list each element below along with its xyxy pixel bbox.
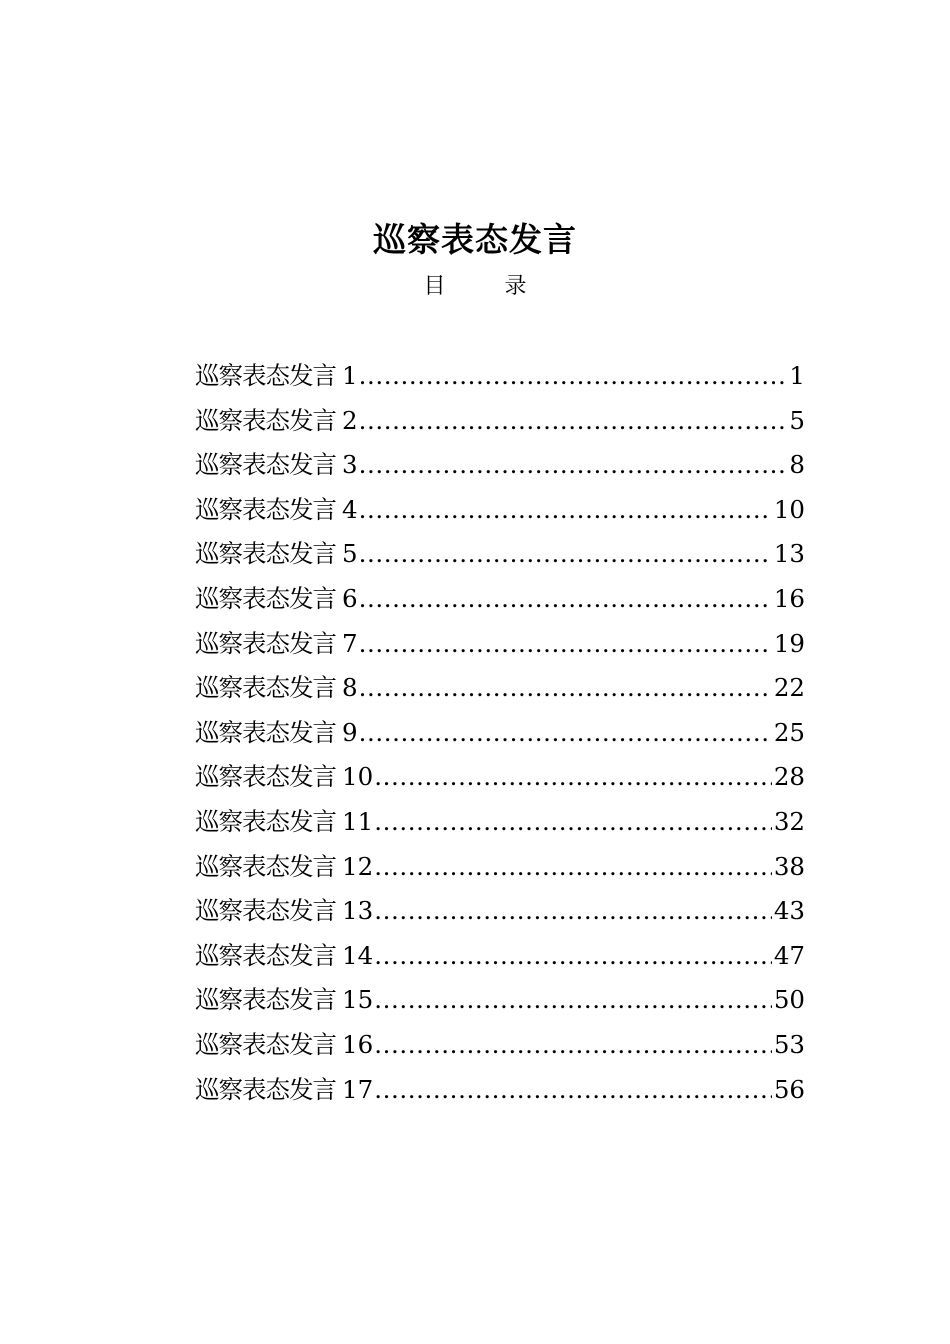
toc-entry[interactable]: [195, 488, 805, 533]
toc-entry[interactable]: [195, 1068, 805, 1113]
toc-entry-number: 8: [342, 673, 358, 703]
toc-page-number: 56: [773, 1074, 805, 1104]
toc-entry-label: 巡察表态发言: [195, 985, 336, 1015]
toc-page-number: 5: [789, 405, 805, 435]
toc-entry-label: 巡察表态发言: [195, 673, 336, 703]
toc-dot-leader: [374, 845, 772, 890]
table-of-contents: [195, 354, 805, 1112]
toc-dot-leader: [374, 934, 772, 979]
toc-entry-number: 12: [342, 851, 374, 881]
toc-entry[interactable]: [195, 845, 805, 890]
toc-entry-number: 17: [342, 1074, 374, 1104]
toc-page-number: 25: [773, 717, 805, 747]
toc-entry-number: 6: [342, 583, 358, 613]
toc-heading: 目 录: [423, 274, 553, 299]
toc-entry-number: 15: [342, 985, 374, 1015]
toc-page-number: 32: [773, 806, 805, 836]
toc-entry-label: 巡察表态发言: [195, 361, 336, 390]
toc-entry-label: 巡察表态发言: [195, 806, 336, 836]
toc-entry-label: 巡察表态发言: [195, 896, 336, 926]
toc-entry[interactable]: [195, 934, 805, 979]
toc-page-number: 53: [773, 1029, 805, 1059]
toc-entry-label: 巡察表态发言: [195, 539, 336, 569]
toc-entry-label: 巡察表态发言: [195, 1074, 336, 1104]
toc-entry-number: 11: [342, 806, 374, 836]
toc-entry-label: 巡察表态发言: [195, 717, 336, 747]
toc-entry-label: 巡察表态发言: [195, 762, 336, 792]
toc-entry-number: 13: [342, 896, 374, 926]
toc-page-number: 8: [789, 450, 805, 480]
toc-entry[interactable]: [195, 622, 805, 667]
toc-entry[interactable]: [195, 889, 805, 934]
toc-page-number: 10: [773, 494, 805, 524]
toc-entry[interactable]: [195, 354, 805, 399]
toc-dot-leader: [359, 666, 772, 711]
toc-page-number: 43: [773, 896, 805, 926]
toc-dot-leader: [374, 978, 772, 1023]
toc-entry-number: 5: [342, 539, 358, 569]
toc-page-number: 28: [773, 762, 805, 792]
toc-entry-number: 10: [342, 762, 374, 792]
toc-entry-label: 巡察表态发言: [195, 628, 336, 658]
toc-entry-label: 巡察表态发言: [195, 405, 336, 435]
toc-entry[interactable]: [195, 978, 805, 1023]
toc-page-number: 1: [789, 361, 805, 390]
toc-entry-number: 2: [342, 405, 358, 435]
toc-dot-leader: [374, 800, 772, 845]
toc-entry-number: 16: [342, 1029, 374, 1059]
toc-entry-label: 巡察表态发言: [195, 583, 336, 613]
toc-entry-label: 巡察表态发言: [195, 1029, 336, 1059]
toc-entry[interactable]: [195, 399, 805, 444]
toc-page-number: 19: [773, 628, 805, 658]
toc-entry-label: 巡察表态发言: [195, 940, 336, 970]
toc-entry[interactable]: [195, 666, 805, 711]
toc-page-number: 38: [773, 851, 805, 881]
toc-page-number: 47: [773, 940, 805, 970]
toc-dot-leader: [359, 488, 772, 533]
toc-dot-leader: [359, 399, 788, 444]
toc-dot-leader: [374, 889, 772, 934]
toc-dot-leader: [359, 577, 772, 622]
toc-dot-leader: [359, 443, 788, 488]
toc-dot-leader: [359, 711, 772, 756]
toc-page-number: 22: [773, 673, 805, 703]
toc-entry-label: 巡察表态发言: [195, 450, 336, 480]
toc-entry[interactable]: [195, 577, 805, 622]
toc-entry-number: 3: [342, 450, 358, 480]
toc-dot-leader: [359, 354, 788, 399]
toc-entry-number: 7: [342, 628, 358, 658]
toc-entry[interactable]: [195, 711, 805, 756]
toc-page-number: 16: [773, 583, 805, 613]
toc-dot-leader: [359, 532, 772, 577]
toc-page-number: 13: [773, 539, 805, 569]
document-title: 巡察表态发言: [373, 220, 577, 259]
toc-page-number: 50: [773, 985, 805, 1015]
toc-entry-number: 14: [342, 940, 374, 970]
toc-dot-leader: [374, 1023, 772, 1068]
toc-entry[interactable]: [195, 800, 805, 845]
toc-dot-leader: [374, 755, 772, 800]
toc-dot-leader: [359, 622, 772, 667]
toc-entry[interactable]: [195, 755, 805, 800]
toc-entry-number: 4: [342, 494, 358, 524]
toc-entry[interactable]: [195, 443, 805, 488]
toc-entry-label: 巡察表态发言: [195, 851, 336, 881]
toc-entry-number: 1: [342, 361, 358, 390]
toc-entry-number: 9: [342, 717, 358, 747]
toc-entry[interactable]: [195, 532, 805, 577]
toc-dot-leader: [374, 1068, 772, 1113]
toc-entry-label: 巡察表态发言: [195, 494, 336, 524]
toc-entry[interactable]: [195, 1023, 805, 1068]
